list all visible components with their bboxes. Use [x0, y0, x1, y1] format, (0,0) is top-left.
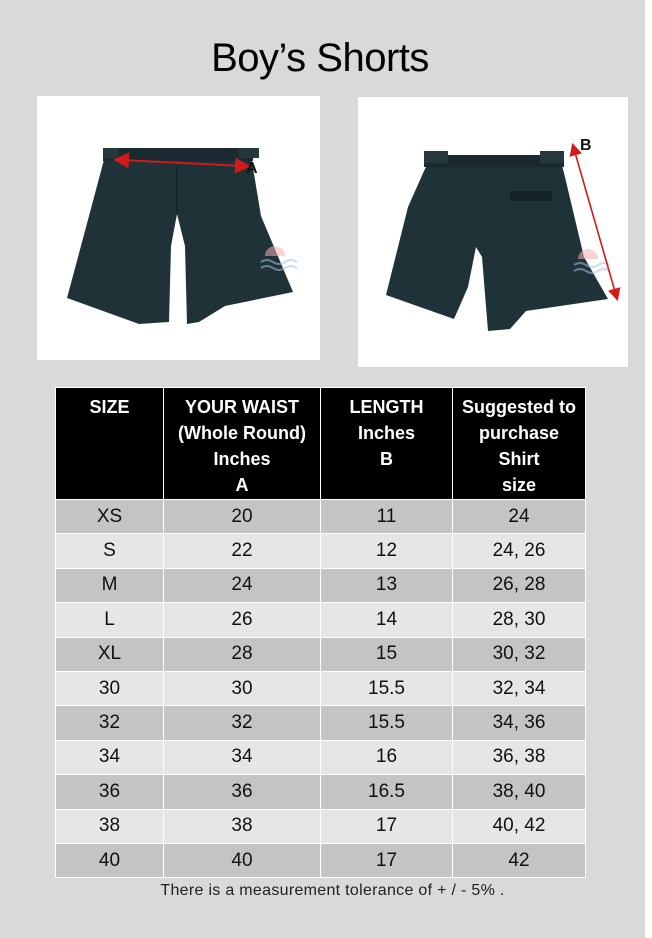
length-cell: 17 [321, 843, 453, 877]
length-cell: 12 [321, 534, 453, 568]
waist-cell: 40 [164, 843, 321, 877]
measure-label-b: B [580, 137, 592, 154]
table-row [56, 671, 586, 705]
size-cell: M [56, 568, 164, 602]
shirt-size-cell: 32, 34 [453, 671, 586, 705]
waist-cell: 26 [164, 603, 321, 637]
table-row [56, 603, 586, 637]
front-shorts-image [37, 96, 320, 360]
length-cell: 15.5 [321, 671, 453, 705]
size-cell: 34 [56, 740, 164, 774]
header-waist: YOUR WAIST (Whole Round) Inches A [164, 388, 321, 500]
table-row [56, 843, 586, 877]
shirt-size-cell: 26, 28 [453, 568, 586, 602]
waist-cell: 20 [164, 500, 321, 534]
back-shorts-image [358, 97, 628, 367]
waist-cell: 22 [164, 534, 321, 568]
waist-cell: 34 [164, 740, 321, 774]
table-row [56, 809, 586, 843]
length-cell: 15.5 [321, 706, 453, 740]
size-cell: 30 [56, 671, 164, 705]
size-cell: XL [56, 637, 164, 671]
waist-cell: 24 [164, 568, 321, 602]
table-row [56, 568, 586, 602]
size-cell: S [56, 534, 164, 568]
length-cell: 11 [321, 500, 453, 534]
table-row [56, 706, 586, 740]
table-row [56, 500, 586, 534]
shirt-size-cell: 42 [453, 843, 586, 877]
size-cell: L [56, 603, 164, 637]
waist-cell: 36 [164, 775, 321, 809]
table-header-row [56, 388, 586, 500]
table-row [56, 534, 586, 568]
length-cell: 14 [321, 603, 453, 637]
length-cell: 16.5 [321, 775, 453, 809]
table-body [56, 500, 586, 878]
shirt-size-cell: 34, 36 [453, 706, 586, 740]
table-row [56, 775, 586, 809]
shirt-size-cell: 40, 42 [453, 809, 586, 843]
waist-cell: 28 [164, 637, 321, 671]
shirt-size-cell: 30, 32 [453, 637, 586, 671]
size-cell: 38 [56, 809, 164, 843]
shirt-size-cell: 24 [453, 500, 586, 534]
shirt-size-cell: 24, 26 [453, 534, 586, 568]
back-shorts-shape [386, 151, 608, 331]
length-cell: 17 [321, 809, 453, 843]
shirt-size-cell: 28, 30 [453, 603, 586, 637]
header-shirt-size: Suggested to purchase Shirt size [453, 388, 586, 500]
shirt-size-cell: 38, 40 [453, 775, 586, 809]
table-row [56, 637, 586, 671]
length-cell: 13 [321, 568, 453, 602]
shirt-size-cell: 36, 38 [453, 740, 586, 774]
tolerance-note: There is a measurement tolerance of + / - 5% . [160, 882, 505, 899]
length-cell: 15 [321, 637, 453, 671]
front-shorts-shape [67, 148, 293, 324]
waist-cell: 38 [164, 809, 321, 843]
waist-cell: 32 [164, 706, 321, 740]
size-table [55, 387, 586, 878]
header-length: LENGTH Inches B [321, 388, 453, 500]
length-cell: 16 [321, 740, 453, 774]
size-cell: 36 [56, 775, 164, 809]
page-title: Boy’s Shorts [211, 36, 429, 80]
size-cell: XS [56, 500, 164, 534]
measure-label-a: A [246, 160, 258, 177]
waist-cell: 30 [164, 671, 321, 705]
table-row [56, 740, 586, 774]
header-size: SIZE [56, 388, 164, 500]
size-cell: 40 [56, 843, 164, 877]
size-cell: 32 [56, 706, 164, 740]
